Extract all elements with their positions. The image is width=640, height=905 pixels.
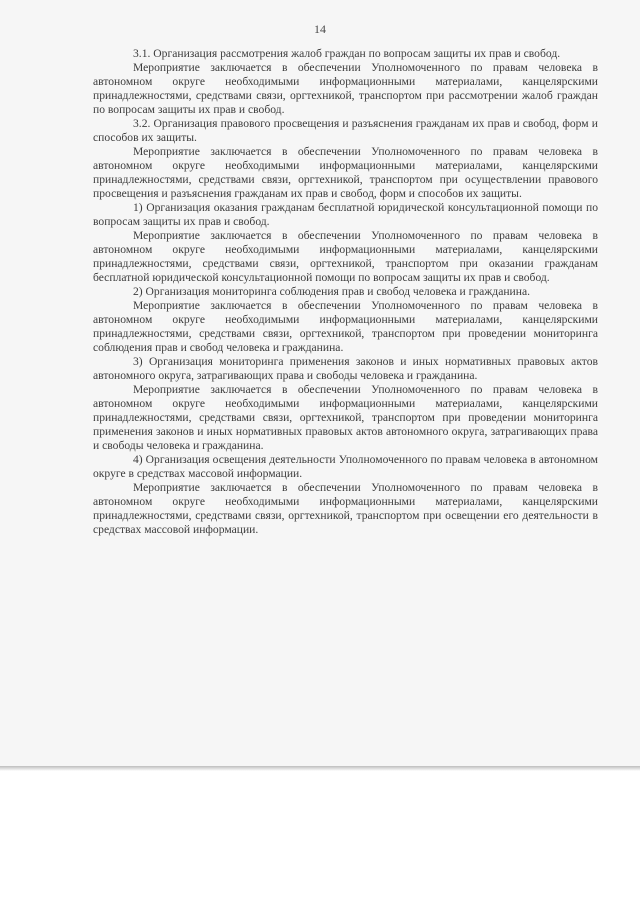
- paragraph: Мероприятие заключается в обеспечении Уполномоченного по правам человека в автономном округе необходимыми информационными материалами, канцелярскими принадлежностями, средствами связи, оргтехникой, транспортом при проведении мониторинга применения законов и иных нормативных правовых актов автономного округа, затрагивающих права и свободы человека и гражданина.: [93, 383, 598, 452]
- paragraph-item-3: 3) Организация мониторинга применения законов и иных нормативных правовых актов автономного округа, затрагивающих права и свободы человека и гражданина.: [93, 355, 598, 382]
- paragraph: Мероприятие заключается в обеспечении Уполномоченного по правам человека в автономном округе необходимыми информационными материалами, канцелярскими принадлежностями, средствами связи, оргтехникой, транспортом при рассмотрении жалоб граждан по вопросам защиты их прав и свобод.: [93, 61, 598, 116]
- paragraph: Мероприятие заключается в обеспечении Уполномоченного по правам человека в автономном округе необходимыми информационными материалами, канцелярскими принадлежностями, средствами связи, оргтехникой, транспортом при оказании гражданам бесплатной юридической консультационной помощи по вопросам защиты их прав и свобод.: [93, 229, 598, 284]
- page-edge-shadow: [0, 766, 640, 771]
- paragraph: Мероприятие заключается в обеспечении Уполномоченного по правам человека в автономном округе необходимыми информационными материалами, канцелярскими принадлежностями, средствами связи, оргтехникой, транспортом при осуществлении правового просвещения и разъяснения гражданам их прав и свобод, форм и способов их защиты.: [93, 145, 598, 200]
- page-number: 14: [314, 22, 326, 36]
- paragraph: Мероприятие заключается в обеспечении Уполномоченного по правам человека в автономном округе необходимыми информационными материалами, канцелярскими принадлежностями, средствами связи, оргтехникой, транспортом при проведении мониторинга соблюдения прав и свобод человека и гражданина.: [93, 299, 598, 354]
- paragraph-item-4: 4) Организация освещения деятельности Уполномоченного по правам человека в автономном округе в средствах массовой информации.: [93, 453, 598, 480]
- paragraph-item-2: 2) Организация мониторинга соблюдения прав и свобод человека и гражданина.: [133, 285, 531, 298]
- paragraph-3-1-heading: 3.1. Организация рассмотрения жалоб граждан по вопросам защиты их прав и свобод.: [133, 47, 561, 60]
- paragraph: Мероприятие заключается в обеспечении Уполномоченного по правам человека в автономном округе необходимыми информационными материалами, канцелярскими принадлежностями, средствами связи, оргтехникой, транспортом при освещении его деятельности в средствах массовой информации.: [93, 481, 598, 536]
- document-body: [93, 47, 598, 537]
- paragraph-3-2-heading: 3.2. Организация правового просвещения и разъяснения гражданам их прав и свобод, форм и способов их защиты.: [93, 117, 598, 144]
- paragraph-item-1: 1) Организация оказания гражданам бесплатной юридической консультационной помощи по вопросам защиты их прав и свобод.: [93, 201, 598, 228]
